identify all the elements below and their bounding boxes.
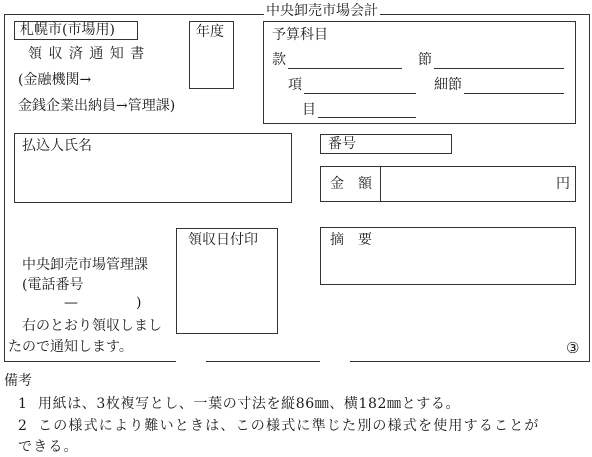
note-1-text: 用紙は、3枚複写とし、一葉の寸法を縦86㎜、横182㎜とする。 [38,396,461,412]
office-name: 札幌市(市場用) [20,22,115,38]
receipt-stamp-label: 領収日付印 [188,232,258,248]
number-label: 番号 [328,136,356,152]
budget-kan-line [288,68,402,69]
budget-moku-line [318,117,416,118]
budget-saisetsu-line [464,93,564,94]
budget-title: 予算科目 [272,27,328,43]
notes-heading: 備考 [4,373,32,389]
amount-label: 金 額 [330,176,372,192]
issuer-notice-1: 右のとおり領収しまし [22,318,162,334]
budget-saisetsu-label: 細節 [434,77,462,93]
note-2-text: この様式により難いときは、この様式に準じた別の様式を使用することが [38,418,540,434]
budget-kou-label: 項 [288,77,302,93]
note-2-text-continued: できる。 [18,439,79,455]
issuer-phone-dash: — [64,295,78,311]
budget-setsu-line [434,68,564,69]
frame-gap [176,359,206,363]
copy-number-mark: ③ [566,339,580,357]
frame-gap [320,359,350,363]
note-1-number: 1 [18,396,27,412]
routing-line-1: (金融機関→ [18,72,92,88]
document-title: 領 収 済 通 知 書 [28,46,146,62]
note-2-number: 2 [18,418,27,434]
routing-line-2: 金銭企業出納員→管理課) [18,98,176,114]
budget-kou-line [304,93,416,94]
issuer-phone-label: (電話番号 [22,277,84,293]
payer-name-label: 払込人氏名 [22,138,92,154]
amount-unit: 円 [556,176,570,192]
budget-moku-label: 目 [302,102,316,118]
issuer-phone-close: ) [136,295,142,311]
issuer-notice-2: たので通知します。 [8,339,133,355]
form-title: 中央卸売市場会計 [266,3,378,19]
budget-kan-label: 款 [272,52,286,68]
issuer-name: 中央卸売市場管理課 [22,257,148,273]
budget-setsu-label: 節 [418,52,432,68]
summary-label: 摘 要 [330,232,372,248]
year-label: 年度 [196,24,224,40]
amount-divider [380,166,381,202]
